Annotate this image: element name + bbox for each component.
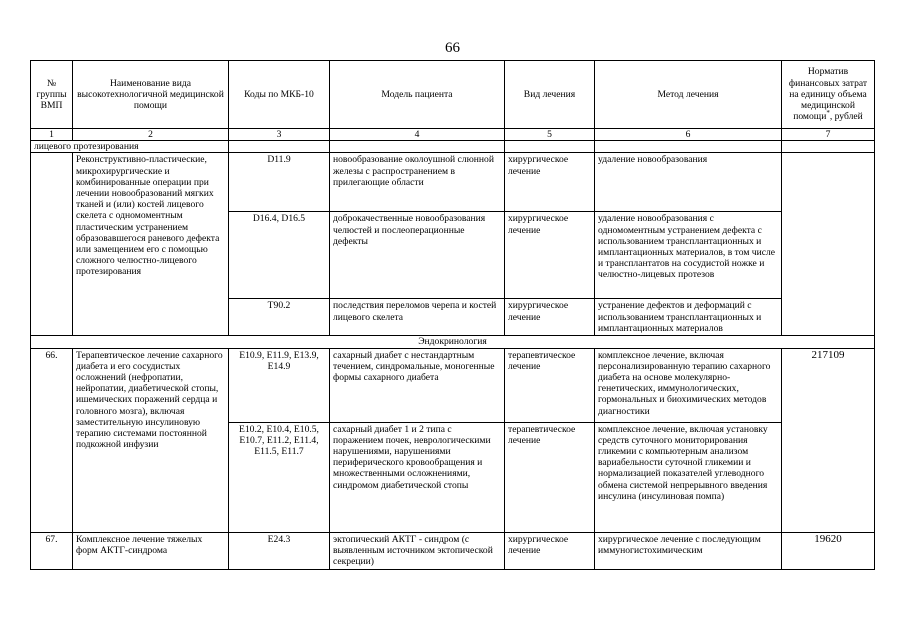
treatment-method-cell: устранение дефектов и деформаций с использованием трансплантационных и имплантационных материалов (595, 299, 782, 336)
treatment-type-cell: терапевтическое лечение (505, 422, 595, 532)
cost-cell: 19620 (782, 532, 875, 569)
section-row (31, 336, 875, 348)
treatment-type-cell: терапевтическое лечение (505, 348, 595, 422)
treatment-type-cell: хирургическое лечение (505, 153, 595, 212)
treatment-method-cell: удаление новообразования с одномоментным устранением дефекта с использованием трансплантационных и имплантационных материалов, в том числе и трансплантатов на сосудистой ножке и челюстно-лицевых протезов (595, 212, 782, 299)
section-title: Эндокринология (31, 336, 875, 348)
column-number: 4 (330, 129, 505, 141)
patient-model-cell: эктопический АКТГ - синдром (с выявленным источником эктопической секреции) (330, 532, 505, 569)
treatment-type-cell: хирургическое лечение (505, 532, 595, 569)
header-vmp-name: Наименование вида высокотехнологичной медицинской помощи (73, 61, 229, 129)
patient-model-cell: доброкачественные новообразования челюстей и послеоперационные дефекты (330, 212, 505, 299)
icd-codes-cell: E10.9, E11.9, E13.9, E14.9 (229, 348, 330, 422)
header-row (31, 61, 875, 129)
column-number-row (31, 129, 875, 141)
header-treatment-method: Метод лечения (595, 61, 782, 129)
table-row (31, 348, 875, 422)
icd-codes-cell: D16.4, D16.5 (229, 212, 330, 299)
column-number: 1 (31, 129, 73, 141)
header-patient-model: Модель пациента (330, 61, 505, 129)
patient-model-cell: сахарный диабет с нестандартным течением, синдромальные, моногенные формы сахарного диабета (330, 348, 505, 422)
treatment-type-cell: хирургическое лечение (505, 212, 595, 299)
cost-cell: 217109 (782, 348, 875, 532)
patient-model-cell: последствия переломов черепа и костей лицевого скелета (330, 299, 505, 336)
header-treatment-type: Вид лечения (505, 61, 595, 129)
column-number: 6 (595, 129, 782, 141)
header-group-number: № группы ВМП (31, 61, 73, 129)
vmp-table (30, 60, 875, 570)
icd-codes-cell: D11.9 (229, 153, 330, 212)
icd-codes-cell: E10.2, E10.4, E10.5, E10.7, E11.2, E11.4, E11.5, E11.7 (229, 422, 330, 532)
continuation-text: лицевого протезирования (31, 141, 229, 153)
vmp-name-cell: Реконструктивно-пластические, микрохирургические и комбинированные операции при лечении новообразований мягких тканей и (или) костей лицевого скелета с одномоментным пластическим устранением образовавшегося раневого дефекта или замещением его с помощью сложного челюстно-лицевого протезирования (73, 153, 229, 336)
treatment-method-cell: удаление новообразования (595, 153, 782, 212)
icd-codes-cell: T90.2 (229, 299, 330, 336)
vmp-name-cell: Комплексное лечение тяжелых форм АКТГ-синдрома (73, 532, 229, 569)
header-cost-norm-text: Норматив финансовых затрат на единицу объема медицинской помощи (788, 66, 868, 123)
column-number: 5 (505, 129, 595, 141)
footnote-marker: * (826, 109, 830, 118)
icd-codes-cell: E24.3 (229, 532, 330, 569)
column-number: 2 (73, 129, 229, 141)
vmp-name-cell: Терапевтическое лечение сахарного диабета и его сосудистых осложнений (нефропатии, нейропатии, диабетической стопы, ишемических поражений сердца и головного мозга), включая заместительную инсулиновую терапию системами постоянной подкожной инфузии (73, 348, 229, 532)
column-number: 7 (782, 129, 875, 141)
treatment-type-cell: хирургическое лечение (505, 299, 595, 336)
column-number: 3 (229, 129, 330, 141)
page-number: 66 (445, 40, 460, 56)
table-row (31, 532, 875, 569)
header-cost-norm (782, 61, 875, 129)
treatment-method-cell: комплексное лечение, включая персонализированную терапию сахарного диабета на основе молекулярно-генетических, иммунологических, гормональных и биохимических методов диагностики (595, 348, 782, 422)
header-cost-norm-unit: , рублей (829, 111, 863, 123)
table-row (31, 141, 875, 153)
table-row (31, 153, 875, 212)
group-number-cell: 67. (31, 532, 73, 569)
treatment-method-cell: хирургическое лечение с последующим иммуногистохимическим (595, 532, 782, 569)
group-number-cell: 66. (31, 348, 73, 532)
treatment-method-cell: комплексное лечение, включая установку средств суточного мониторирования гликемии с компьютерным анализом вариабельности суточной гликемии и нормализацией показателей углеводного обмена системой непрерывного введения инсулина (инсулиновая помпа) (595, 422, 782, 532)
header-icd-codes: Коды по МКБ-10 (229, 61, 330, 129)
patient-model-cell: сахарный диабет 1 и 2 типа с поражением почек, неврологическими нарушениями, нарушениями периферического кровообращения и множественными осложнениями, синдромом диабетической стопы (330, 422, 505, 532)
patient-model-cell: новообразование околоушной слюнной железы с распространением в прилегающие области (330, 153, 505, 212)
